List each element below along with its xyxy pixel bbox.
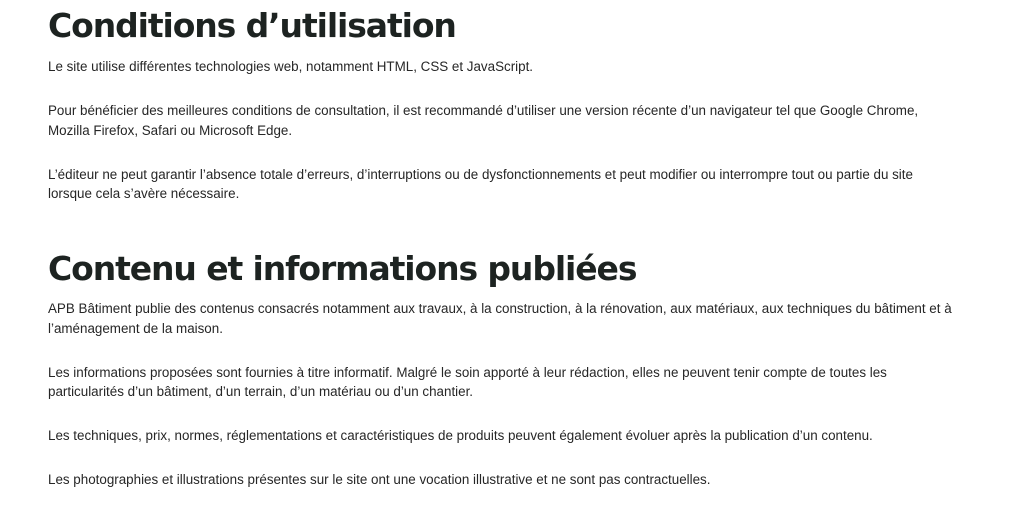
section-heading: Contenu et informations publiées — [48, 249, 637, 288]
paragraph: APB Bâtiment publie des contenus consacrés notamment aux travaux, à la construction, à la rénovation, aux matériaux, aux techniques du bâtiment et à l’aménagement de la maison. — [48, 301, 952, 336]
paragraph: Les techniques, prix, normes, réglementations et caractéristiques de produits peuvent également évoluer après la publication d’un contenu. — [48, 428, 873, 443]
paragraph: Pour bénéficier des meilleures conditions de consultation, il est recommandé d’utiliser une version récente d’un navigateur tel que Google Chrome, Mozilla Firefox, Safari ou Microsoft Edge. — [48, 103, 919, 138]
section-conditions-utilisation — [48, 4, 958, 228]
paragraph: Les informations proposées sont fournies à titre informatif. Malgré le soin apporté à leur rédaction, elles ne peuvent tenir compte de toutes les particularités d’un bâtiment, d’un terrain, d’un matériau ou d’un chantier. — [48, 364, 887, 399]
section-contenu-informations — [48, 247, 958, 514]
section-heading: Conditions d’utilisation — [48, 6, 456, 45]
paragraph: Les photographies et illustrations présentes sur le site ont une vocation illustrative et ne sont pas contractuelles. — [48, 472, 711, 487]
paragraph: L’éditeur ne peut garantir l’absence totale d’erreurs, d’interruptions ou de dysfonctionnements et peut modifier ou interrompre tout ou partie du site lorsque cela s’avère nécessaire. — [48, 166, 913, 201]
paragraph: Le site utilise différentes technologies web, notamment HTML, CSS et JavaScript. — [48, 59, 534, 74]
